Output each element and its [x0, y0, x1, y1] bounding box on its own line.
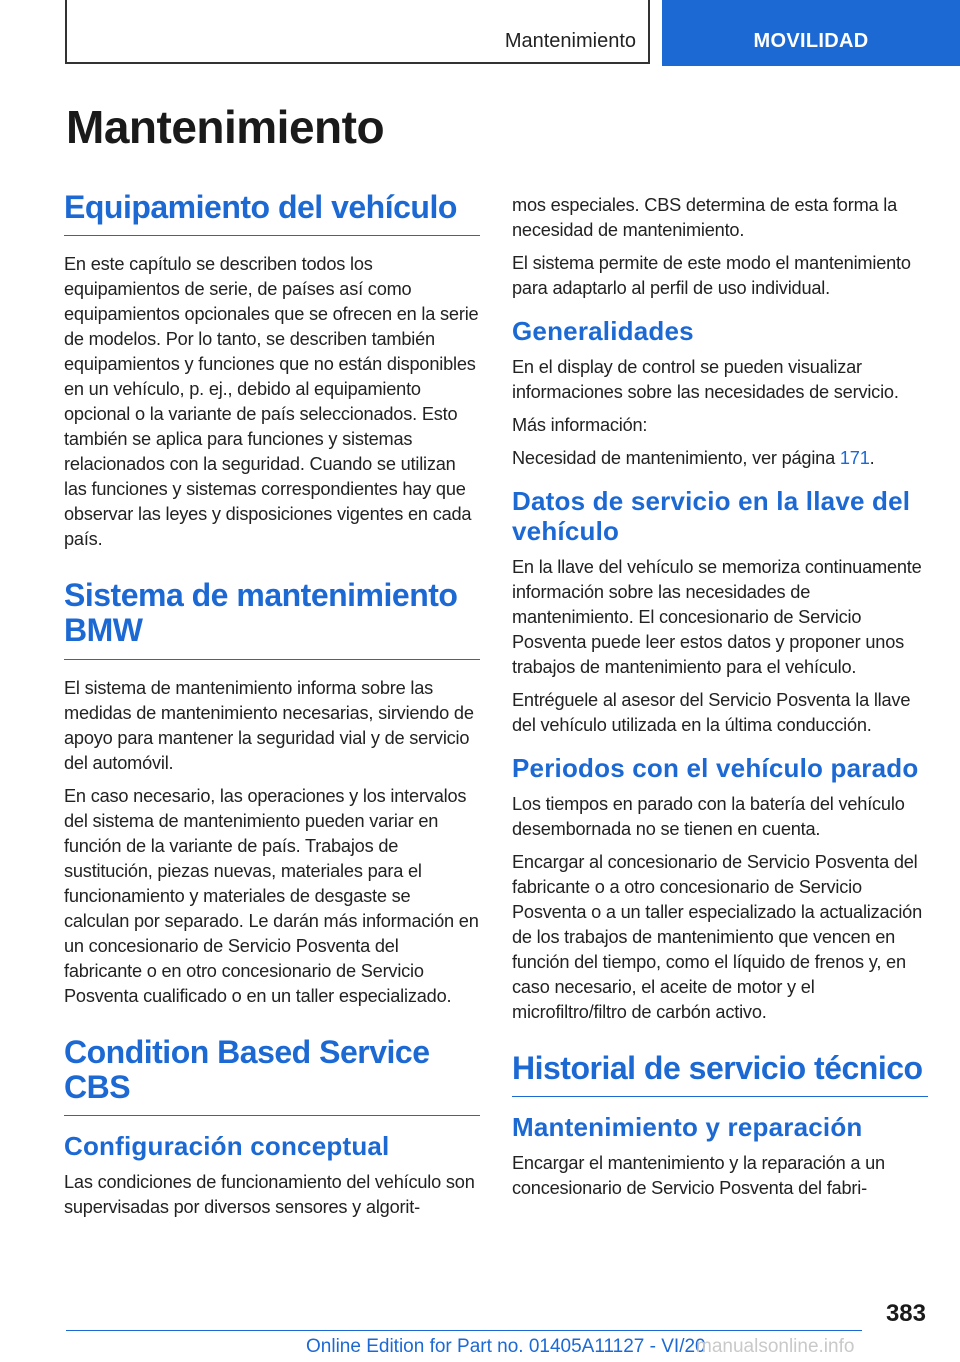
- heading-historial: Historial de servicio técnico: [512, 1051, 928, 1097]
- footer-edition: Online Edition for Part no. 01405A11127 - VI/20: [306, 1336, 706, 1357]
- header-frame: [65, 0, 650, 64]
- reference-end: .: [869, 447, 875, 468]
- header-section-title: Mantenimiento: [504, 30, 636, 52]
- left-column: [64, 190, 480, 1228]
- paragraph-mas-info: Más información:: [512, 414, 648, 435]
- heading-cbs: Condition Based Service CBS: [64, 1035, 480, 1116]
- paragraph-cbs-continued: mos especiales. CBS determina de esta forma la necesidad de mantenimiento.: [512, 195, 898, 240]
- heading-configuracion: Configuración conceptual: [64, 1130, 390, 1161]
- paragraph-mantenimiento-reparacion: Encargar el mantenimiento y la reparación a un concesionario de Servicio Posventa del fabri-: [512, 1152, 885, 1198]
- paragraph-datos-1: En la llave del vehículo se memoriza continuamente información sobre las necesidades de mantenimiento. El concesionario de Servicio Posventa puede leer estos datos y proponer unos trabajos de mantenimiento para el vehículo.: [512, 556, 922, 677]
- page-link-171[interactable]: 171: [839, 447, 870, 468]
- paragraph-permite: El sistema permite de este modo el mantenimiento para adaptarlo al perfil de uso individual.: [512, 253, 911, 298]
- heading-generalidades: Generalidades: [512, 316, 694, 346]
- paragraph-sistema-2: En caso necesario, las operaciones y los intervalos del sistema de mantenimiento pueden variar en función de la variante de país. Trabajos de sustitución, piezas nuevas, materiales para el funcionamiento y materiales de desgaste se calculan por separado. Le darán más información en un concesionario de Servicio Posventa del fabricante o en otro concesionario de Servicio Posventa cualificado o en un taller especializado.: [64, 785, 479, 1006]
- heading-equipamiento: Equipamiento del vehículo: [64, 190, 480, 236]
- reference-text: Necesidad de mantenimiento, ver página: [512, 447, 840, 468]
- heading-periodos: Periodos con el vehículo parado: [512, 752, 919, 783]
- footer-watermark: manualsonline.info: [696, 1336, 855, 1357]
- paragraph-sistema-1: El sistema de mantenimiento informa sobre las medidas de mantenimiento necesarias, sirviendo de apoyo para mantener la seguridad vial y de servicio del automóvil.: [64, 677, 474, 773]
- paragraph-periodos-2: Encargar al concesionario de Servicio Posventa del fabricante o a otro concesionario de Servicio Posventa o a un taller especializado la actualización de los trabajos de mantenimiento que vencen en función del tiempo, como el líquido de frenos y, en caso necesario, el aceite de motor y el microfiltro/filtro de carbón activo.: [512, 851, 922, 1022]
- paragraph-equipamiento: En este capítulo se describen todos los equipamientos de serie, de países así como equipamientos opcionales que se ofrecen en la serie de modelos. Por lo tanto, se describen también equipamientos y funciones que no están disponibles en un vehículo, p. ej., debido al equipamiento opcional o la variante de país seleccionados. Esto también se aplica para funciones y sistemas relacionados con la seguridad. Cuando se utilizan las funciones y sistemas correspondientes hay que observar las leyes y disposiciones vigentes en cada país.: [64, 254, 479, 550]
- page-title: Mantenimiento: [66, 101, 385, 153]
- page-number: 383: [885, 1300, 926, 1327]
- heading-sistema-mantenimiento: Sistema de mantenimiento BMW: [64, 578, 480, 659]
- heading-datos-servicio: Datos de servicio en la llave del vehículo: [512, 485, 911, 546]
- paragraph-generalidades: En el display de control se pueden visualizar informaciones sobre las necesidades de servicio.: [512, 356, 899, 402]
- paragraph-reference: [512, 446, 928, 471]
- header-tab-movilidad[interactable]: [662, 0, 960, 66]
- paragraph-periodos-1: Los tiempos en parado con la batería del vehículo desembornada no se tienen en cuenta.: [512, 793, 905, 839]
- heading-mantenimiento-reparacion: Mantenimiento y reparación: [512, 1111, 863, 1142]
- paragraph-configuracion: Las condiciones de funcionamiento del vehículo son supervisadas por diversos sensores y algorit-: [64, 1171, 475, 1217]
- paragraph-datos-2: Entréguele al asesor del Servicio Posventa la llave del vehículo utilizada en la última conducción.: [512, 689, 911, 735]
- right-column: [512, 193, 928, 1209]
- header-tab-label: MOVILIDAD: [753, 30, 869, 52]
- footer-divider: [66, 1330, 862, 1331]
